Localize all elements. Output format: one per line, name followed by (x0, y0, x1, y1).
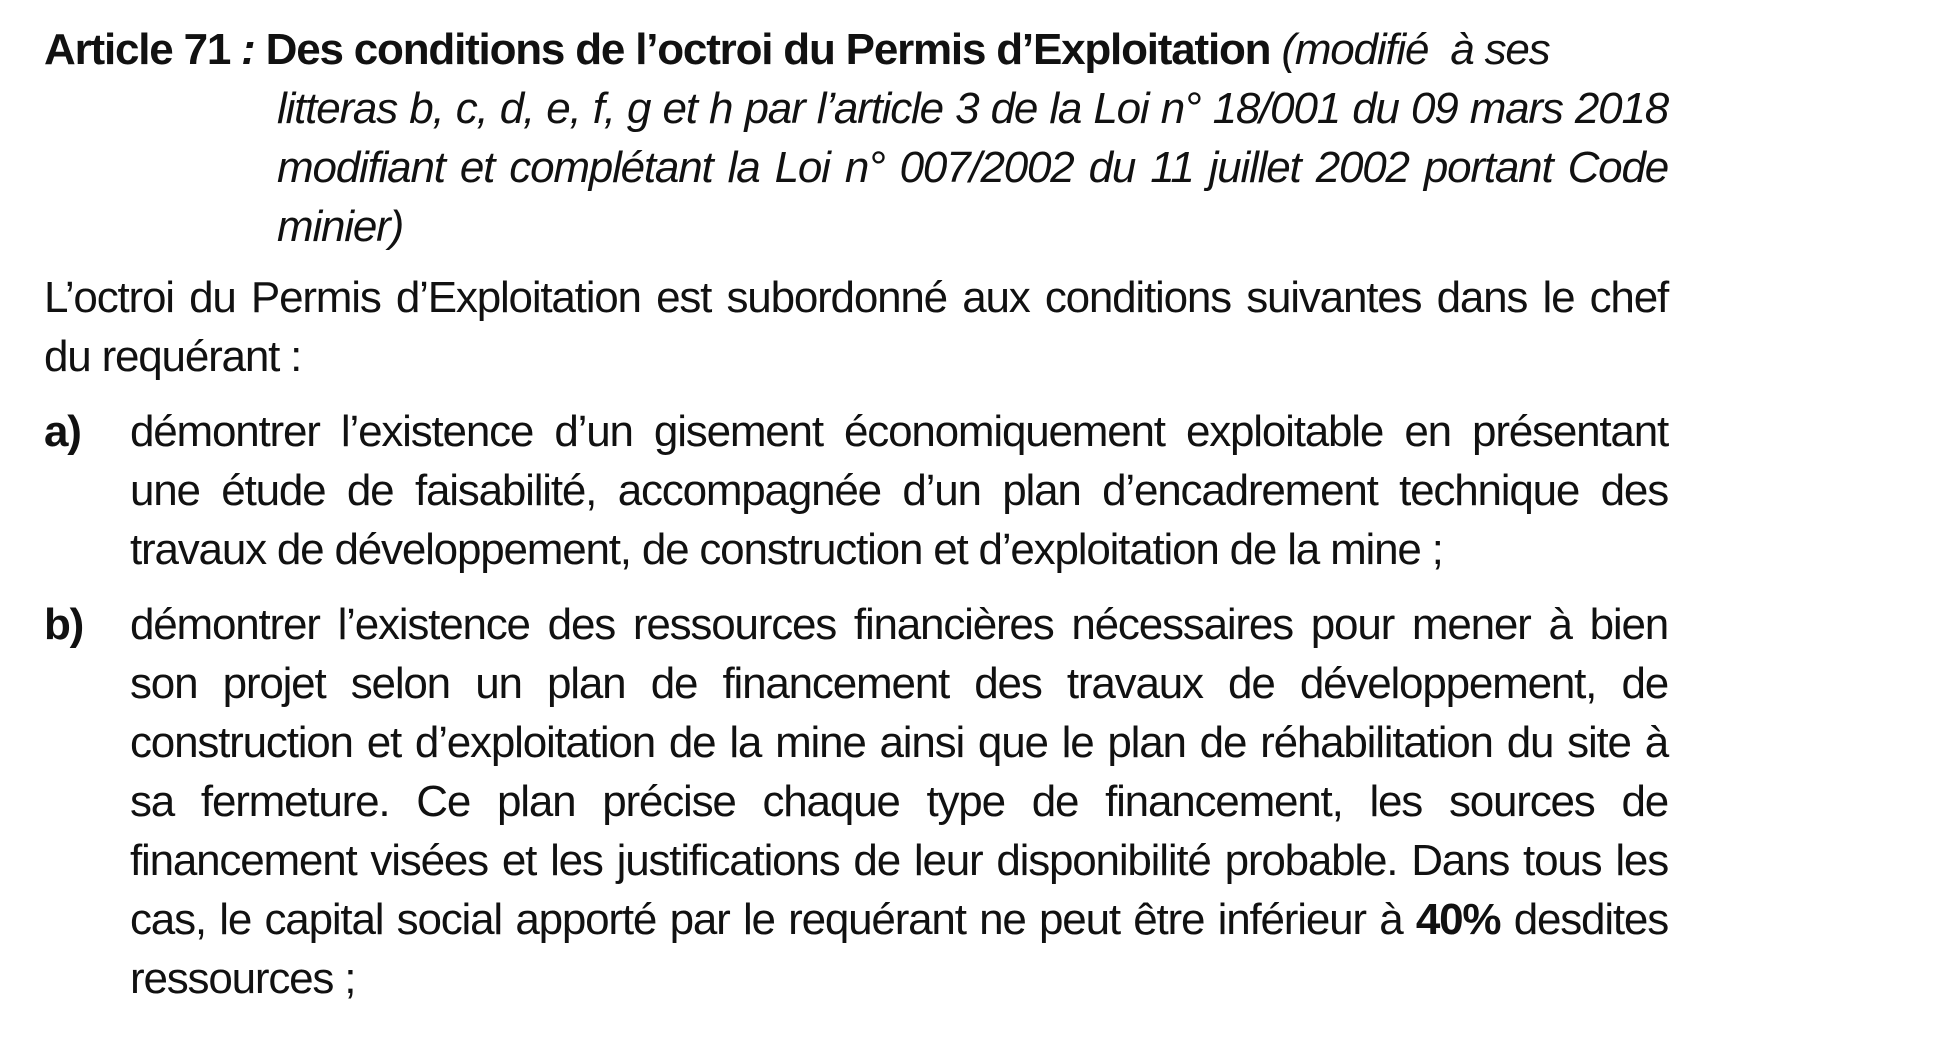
list-item-text-after: desdites ressources ; (130, 895, 1668, 1003)
article-separator: : (230, 25, 266, 74)
article-amendment-first: (modifié à ses (1270, 25, 1550, 74)
list-item-label: b) (44, 600, 84, 649)
list-item-text-before: démontrer l’existence des ressources financières nécessaires pour mener à bien son projet selon un plan de financement des travaux de développement, de construction et d’exploitation de la mine ainsi que le plan de réhabilitation du site à sa fermeture. Ce plan précise chaque type de financement, les sources de financement visées et les justifications de leur disponibilité probable. Dans tous les cas, le capital social apporté par le requérant ne peut être inférieur à (130, 600, 1668, 944)
percentage-value: 40% (1415, 895, 1501, 944)
list-item (44, 402, 1668, 579)
article-heading-first-line (44, 20, 1668, 79)
list-item-label: a) (44, 407, 81, 456)
article-number: Article 71 (44, 25, 231, 74)
list-item (44, 595, 1668, 1008)
document-page (44, 20, 1668, 1008)
article-title: Des conditions de l’octroi du Permis d’Exploitation (265, 25, 1271, 74)
article-heading (44, 20, 1668, 256)
intro-paragraph: L’octroi du Permis d’Exploitation est subordonné aux conditions suivantes dans le chef du requérant : (44, 273, 1668, 381)
list-item-text (130, 595, 1668, 1008)
article-amendment-note: litteras b, c, d, e, f, g et h par l’article 3 de la Loi n° 18/001 du 09 mars 2018 modifiant et complétant la Loi n° 007/2002 du 11 juillet 2002 portant Code minier) (277, 84, 1668, 251)
list-item-text: démontrer l’existence d’un gisement économiquement exploitable en présentant une étude de faisabilité, accompagnée d’un plan d’encadrement technique des travaux de développement, de construction et d’exploitation de la mine ; (130, 407, 1668, 574)
